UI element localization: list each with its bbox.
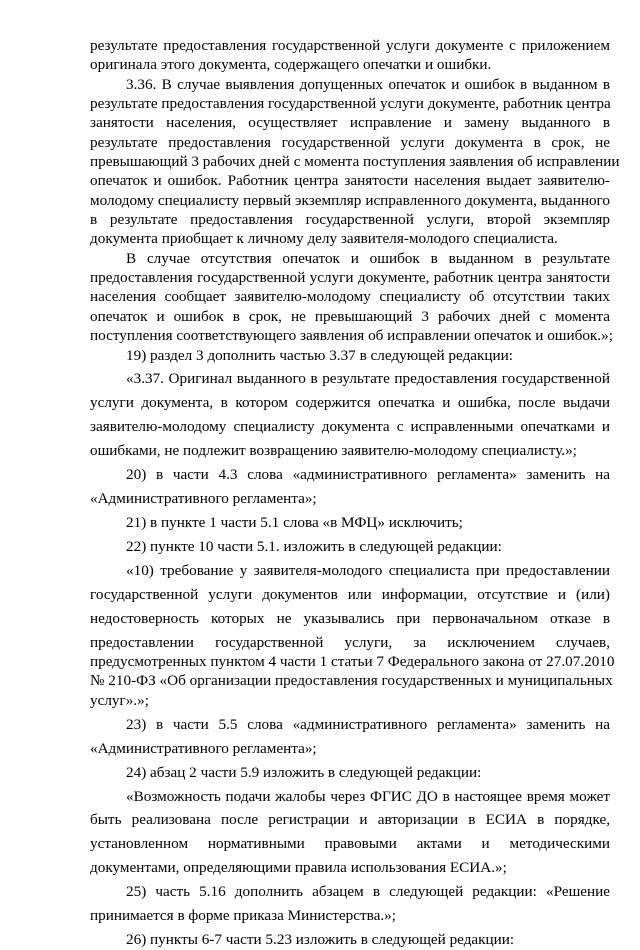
text-line: оригинала этого документа, содержащего опечатки и ошибки. bbox=[90, 56, 492, 74]
text-line: поступления соответствующего заявления об исправлении опечаток и ошибок.»; bbox=[90, 327, 613, 345]
text-line: В случае отсутствия опечаток и ошибок в выданном в результате bbox=[126, 249, 610, 267]
text-line: результате предоставления государственной услуги документе, работник центра bbox=[90, 95, 611, 113]
text-line: заявителю-молодому специалисту документа с исправленными опечатками и bbox=[90, 418, 610, 436]
text-line: превышающий 3 рабочих дней с момента поступления заявления об исправлении bbox=[90, 153, 620, 171]
text-line: опечаток и ошибок в срок, не превышающий 3 рабочих дней с момента bbox=[90, 307, 610, 325]
text-line: государственной услуги документов или информации, отсутствие и (или) bbox=[90, 585, 610, 603]
text-line: 21) в пункте 1 части 5.1 слова «в МФЦ» исключить; bbox=[126, 514, 463, 532]
text-line: быть реализована после регистрации и авторизации в ЕСИА в порядке, bbox=[90, 811, 610, 829]
text-line: услуг».»; bbox=[90, 691, 149, 709]
text-line: № 210-ФЗ «Об организации предоставления государственных и муниципальных bbox=[90, 672, 613, 690]
text-line: в результате предоставления государственной услуги, второй экземпляр bbox=[90, 211, 610, 229]
text-line: 19) раздел 3 дополнить частью 3.37 в следующей редакции: bbox=[126, 346, 514, 364]
text-line: услуги документа, в котором содержится опечатка и ошибка, после выдачи bbox=[90, 394, 610, 412]
text-line: 20) в части 4.3 слова «административного регламента» заменить на bbox=[126, 466, 610, 484]
text-line: 26) пункты 6-7 части 5.23 изложить в следующей редакции: bbox=[126, 931, 515, 949]
text-line: «Административного регламента»; bbox=[90, 739, 317, 757]
text-line: населения сообщает заявителю-молодому специалисту об отсутствии таких bbox=[90, 288, 610, 306]
text-line: результате предоставления государственной услуги документа в срок, не bbox=[90, 133, 610, 151]
text-line: результате предоставления государственной услуги документе с приложением bbox=[90, 37, 610, 54]
text-line: предоставлении государственной услуги, за исключением случаев, bbox=[90, 633, 610, 651]
text-line: ошибками, не подлежит возвращению заявителю-молодому специалисту.»; bbox=[90, 442, 577, 460]
text-line: установленном нормативными правовыми актами и методическими bbox=[90, 835, 610, 853]
text-line: «3.37. Оригинал выданного в результате предоставления государственной bbox=[126, 370, 610, 388]
text-line: 24) абзац 2 части 5.9 изложить в следующей редакции: bbox=[126, 763, 482, 781]
text-line: «Возможность подачи жалобы через ФГИС ДО в настоящее время может bbox=[126, 787, 610, 805]
text-line: предоставления государственной услуги документе, работник центра занятости bbox=[90, 269, 610, 287]
text-line: документа приобщает к личному делу заявителя-молодого специалиста. bbox=[90, 230, 558, 248]
text-line: 25) часть 5.16 дополнить абзацем в следующей редакции: «Решение bbox=[126, 883, 610, 901]
document-page bbox=[90, 36, 620, 950]
text-line: «Административного регламента»; bbox=[90, 490, 317, 508]
text-line: принимается в форме приказа Министерства.»; bbox=[90, 907, 396, 925]
text-line: «10) требование у заявителя-молодого специалиста при предоставлении bbox=[126, 561, 610, 579]
text-line: молодому специалисту первый экземпляр исправленного документа, выданного bbox=[90, 191, 610, 209]
text-line: документами, определяющими правила использования ЕСИА.»; bbox=[90, 859, 507, 877]
text-line: предусмотренных пунктом 4 части 1 статьи 7 Федерального закона от 27.07.2010 bbox=[90, 653, 615, 671]
text-line: 22) пункте 10 части 5.1. изложить в следующей редакции: bbox=[126, 538, 502, 555]
text-line: 23) в части 5.5 слова «административного регламента» заменить на bbox=[126, 715, 610, 733]
text-line: занятости населения, осуществляет исправление и замену выданного в bbox=[90, 114, 610, 132]
text-line: опечаток и ошибок. Работник центра занятости населения выдает заявителю- bbox=[90, 172, 610, 190]
text-line: 3.36. В случае выявления допущенных опечаток и ошибок в выданном в bbox=[126, 75, 610, 93]
text-line: недостоверность которых не указывались при первоначальном отказе в bbox=[90, 609, 610, 627]
